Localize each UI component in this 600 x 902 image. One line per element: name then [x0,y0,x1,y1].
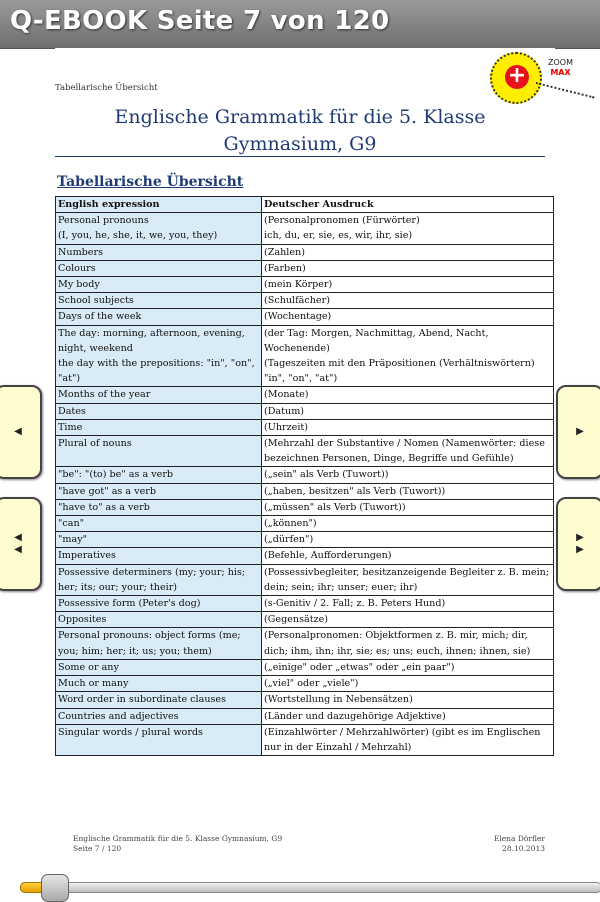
zoom-max-button[interactable] [490,52,600,108]
english-expression-cell: Word order in subordinate clauses [56,692,262,708]
footer-left [73,834,282,854]
footer-author: Elena Dörfler [493,834,545,843]
english-expression-cell: "be": "(to) be" as a verb [56,467,262,483]
grammar-table [55,196,554,756]
table-row [56,325,554,387]
german-expression-cell: (Befehle, Aufforderungen) [262,548,554,564]
chevron-left-icon: ◀ [14,544,22,555]
table-row [56,419,554,435]
english-expression-cell: Days of the week [56,309,262,325]
table-row [56,516,554,532]
table-row [56,676,554,692]
german-expression-cell: (der Tag: Morgen, Nachmittag, Abend, Nacht, Wochenende) (Tageszeiten mit den Präpositionen (Verhältniswörtern) "in", "on", "at") [262,325,554,387]
zoom-label-zoom: ZOOM [548,58,573,67]
zoom-label-max: MAX [550,68,571,77]
english-expression-cell: Possessive form (Peter's dog) [56,596,262,612]
german-expression-cell: (Länder und dazugehörige Adjektive) [262,708,554,724]
chevron-left-icon: ◀ [14,426,22,437]
english-expression-cell: Months of the year [56,387,262,403]
footer-page-number: Seite 7 / 120 [73,844,122,853]
running-head: Tabellarische Übersicht [55,83,158,93]
english-expression-cell: Dates [56,403,262,419]
german-expression-cell: („haben, besitzen" als Verb (Tuwort)) [262,483,554,499]
german-expression-cell: („können") [262,516,554,532]
table-row [56,244,554,260]
next-page-button[interactable] [556,385,600,479]
table-row [56,692,554,708]
column-header-german: Deutscher Ausdruck [262,197,554,213]
table-row [56,436,554,467]
german-expression-cell: (Wochentage) [262,309,554,325]
table-row [56,260,554,276]
table-row [56,293,554,309]
english-expression-cell: Possessive determiners (my; your; his; her; its; our; your; their) [56,564,262,595]
zoom-plus-icon: + [505,65,529,89]
english-expression-cell: Numbers [56,244,262,260]
german-expression-cell: (Zahlen) [262,244,554,260]
table-row [56,387,554,403]
german-expression-cell: („sein" als Verb (Tuwort)) [262,467,554,483]
table-row [56,467,554,483]
title-line-2: Gymnasium, G9 [223,133,377,155]
german-expression-cell: („müssen" als Verb (Tuwort)) [262,499,554,515]
english-expression-cell: My body [56,277,262,293]
english-expression-cell: "have got" as a verb [56,483,262,499]
zoom-label [548,58,573,78]
slider-thumb[interactable] [41,874,69,902]
table-row [56,708,554,724]
german-expression-cell: (Wortstellung in Nebensätzen) [262,692,554,708]
table-row [56,596,554,612]
english-expression-cell: Much or many [56,676,262,692]
english-expression-cell: Plural of nouns [56,436,262,467]
table-row [56,277,554,293]
german-expression-cell: (s-Genitiv / 2. Fall; z. B. Peters Hund) [262,596,554,612]
german-expression-cell: (mein Körper) [262,277,554,293]
german-expression-cell: (Possessivbegleiter, besitzanzeigende Begleiter z. B. mein; dein; sein; ihr; unser; euer; ihr) [262,564,554,595]
english-expression-cell: Imperatives [56,548,262,564]
next-chapter-button[interactable] [556,497,600,591]
column-header-english: English expression [56,197,262,213]
footer-date: 28.10.2013 [502,844,545,853]
ebook-page [55,48,555,868]
german-expression-cell: (Personalpronomen (Fürwörter) ich, du, er, sie, es, wir, ihr, sie) [262,213,554,244]
previous-page-button[interactable] [0,385,42,479]
table-row [56,532,554,548]
title-bar [0,0,600,49]
german-expression-cell: (Gegensätze) [262,612,554,628]
page-slider[interactable] [0,872,600,900]
table-row [56,309,554,325]
chevron-right-icon: ▶ [576,532,584,543]
german-expression-cell: (Datum) [262,403,554,419]
table-row [56,403,554,419]
english-expression-cell: Personal pronouns (I, you, he, she, it, we, you, they) [56,213,262,244]
english-expression-cell: Opposites [56,612,262,628]
english-expression-cell: Colours [56,260,262,276]
english-expression-cell: Some or any [56,659,262,675]
german-expression-cell: (Personalpronomen: Objektformen z. B. mir, mich; dir, dich; ihm, ihn; ihr, sie; es; uns; euch, ihnen; ihnen, sie) [262,628,554,659]
english-expression-cell: Singular words / plural words [56,724,262,755]
table-row [56,628,554,659]
english-expression-cell: The day: morning, afternoon, evening, night, weekend the day with the prepositions: "in", "on", "at") [56,325,262,387]
table-row [56,564,554,595]
title-line-1: Englische Grammatik für die 5. Klasse [114,106,486,128]
german-expression-cell: („viel" oder „viele") [262,676,554,692]
german-expression-cell: (Schulfächer) [262,293,554,309]
zoom-dotted-line [536,82,595,98]
previous-chapter-button[interactable] [0,497,42,591]
chevron-left-icon: ◀ [14,532,22,543]
footer-doc-title: Englische Grammatik für die 5. Klasse Gymnasium, G9 [73,834,283,843]
table-row [56,724,554,755]
table-row [56,213,554,244]
footer-right [494,834,545,854]
slider-track[interactable] [20,882,600,893]
english-expression-cell: Personal pronouns: object forms (me; you; him; her; it; us; you; them) [56,628,262,659]
table-row [56,499,554,515]
table-row [56,659,554,675]
english-expression-cell: Countries and adjectives [56,708,262,724]
german-expression-cell: (Monate) [262,387,554,403]
german-expression-cell: („einige" oder „etwas" oder „ein paar") [262,659,554,675]
table-row [56,483,554,499]
english-expression-cell: School subjects [56,293,262,309]
page-title [55,104,545,158]
english-expression-cell: Time [56,419,262,435]
german-expression-cell: (Mehrzahl der Substantive / Nomen (Namenwörter: diese bezeichnen Personen, Dinge, Begriffe und Gefühle) [262,436,554,467]
section-heading: Tabellarische Übersicht [57,174,244,190]
chevron-right-icon: ▶ [576,426,584,437]
german-expression-cell: („dürfen") [262,532,554,548]
app-title: Q-EBOOK Seite 7 von 120 [10,6,390,36]
german-expression-cell: (Einzahlwörter / Mehrzahlwörter) (gibt es im Englischen nur in der Einzahl / Mehrzahl) [262,724,554,755]
table-header-row [56,197,554,213]
chevron-right-icon: ▶ [576,544,584,555]
english-expression-cell: "may" [56,532,262,548]
english-expression-cell: "can" [56,516,262,532]
title-divider [55,156,545,157]
german-expression-cell: (Uhrzeit) [262,419,554,435]
table-row [56,612,554,628]
table-row [56,548,554,564]
english-expression-cell: "have to" as a verb [56,499,262,515]
german-expression-cell: (Farben) [262,260,554,276]
